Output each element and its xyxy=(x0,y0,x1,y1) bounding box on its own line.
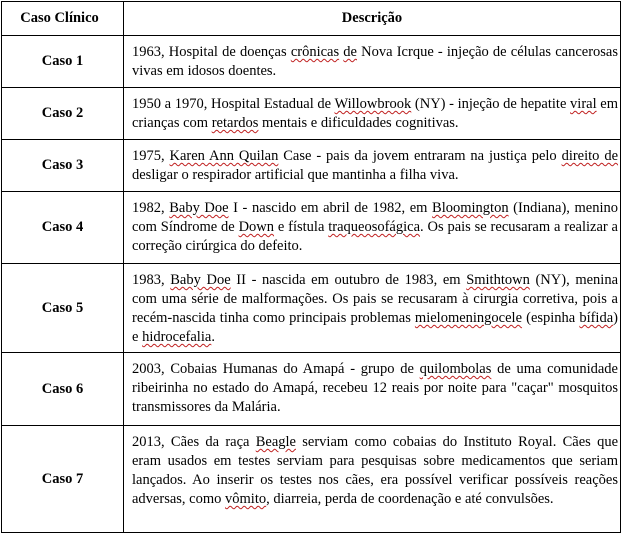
table-row xyxy=(2,264,621,353)
table-row xyxy=(2,88,621,140)
spellcheck-word: Willowbrook xyxy=(334,96,412,112)
spellcheck-word: retardos xyxy=(211,115,259,131)
spellcheck-word: Bloomington xyxy=(432,200,509,216)
spellcheck-word: hidrocefalia xyxy=(142,329,212,345)
case-label: Caso 3 xyxy=(2,140,124,192)
table-row xyxy=(2,426,621,533)
case-label: Caso 2 xyxy=(2,88,124,140)
spellcheck-word: crônicas xyxy=(290,44,340,60)
spellcheck-word: Karen Ann Quilan xyxy=(169,148,279,164)
spellcheck-word: mielomeningocele xyxy=(414,310,523,326)
spellcheck-word: Baby Doe xyxy=(169,200,229,216)
spellcheck-word: Down xyxy=(238,219,275,235)
spellcheck-word: traqueosofágica xyxy=(328,219,421,235)
header-case: Caso Clínico xyxy=(2,2,124,36)
case-description: 1975, Karen Ann Quilan Case - pais da jovem entraram na justiça pelo direito de desligar o respirador artificial que mantinha a filha viva. xyxy=(124,140,621,192)
clinical-cases-table xyxy=(1,1,621,533)
case-label: Caso 7 xyxy=(2,426,124,533)
header-description: Descrição xyxy=(124,2,621,36)
case-description: 1983, Baby Doe II - nascida em outubro de 1983, em Smithtown (NY), menina com uma série de malformações. Os pais se recusaram à cirurgia corretiva, pois a recém-nascida tinha como principais problemas mielomeningocele (espinha bífida) e hidrocefalia. xyxy=(124,264,621,353)
table-row xyxy=(2,140,621,192)
table-row xyxy=(2,36,621,88)
spellcheck-word: Baby Doe xyxy=(170,272,231,288)
case-description: 2013, Cães da raça Beagle serviam como cobaias do Instituto Royal. Cães que eram usados em testes serviam para pesquisas sobre medicamentos que seriam lançados. Ao inserir os testes nos cães, era possível verificar possíveis reações adversas, como vômito, diarreia, perda de coordenação e até convulsões. xyxy=(124,426,621,533)
case-description: 1950 a 1970, Hospital Estadual de Willowbrook (NY) - injeção de hepatite viral em crianças com retardos mentais e dificuldades cognitivas. xyxy=(124,88,621,140)
header-row xyxy=(2,2,621,36)
case-description: 1963, Hospital de doenças crônicas de Nova Icrque - injeção de células cancerosas vivas em idosos doentes. xyxy=(124,36,621,88)
spellcheck-word: viral xyxy=(570,96,597,112)
spellcheck-word: Smithtown xyxy=(466,272,530,288)
spellcheck-word: de xyxy=(343,44,357,60)
spellcheck-word: quilombolas xyxy=(419,361,492,377)
case-description: 2003, Cobaias Humanas do Amapá - grupo de quilombolas de uma comunidade ribeirinha no estado do Amapá, recebeu 12 reais por noite para "caçar" mosquitos transmissores da Malária. xyxy=(124,353,621,426)
case-description: 1982, Baby Doe I - nascido em abril de 1982, em Bloomington (Indiana), menino com Síndrome de Down e fístula traqueosofágica. Os pais se recusaram a realizar a correção cirúrgica do defeito. xyxy=(124,192,621,264)
case-label: Caso 5 xyxy=(2,264,124,353)
spellcheck-word: vômito xyxy=(225,491,267,507)
spellcheck-word: bífida xyxy=(579,310,614,326)
spellcheck-word: Beagle xyxy=(255,434,296,450)
case-label: Caso 1 xyxy=(2,36,124,88)
case-label: Caso 6 xyxy=(2,353,124,426)
case-label: Caso 4 xyxy=(2,192,124,264)
table-row xyxy=(2,353,621,426)
table-row xyxy=(2,192,621,264)
spellcheck-word: direito de xyxy=(561,148,619,164)
